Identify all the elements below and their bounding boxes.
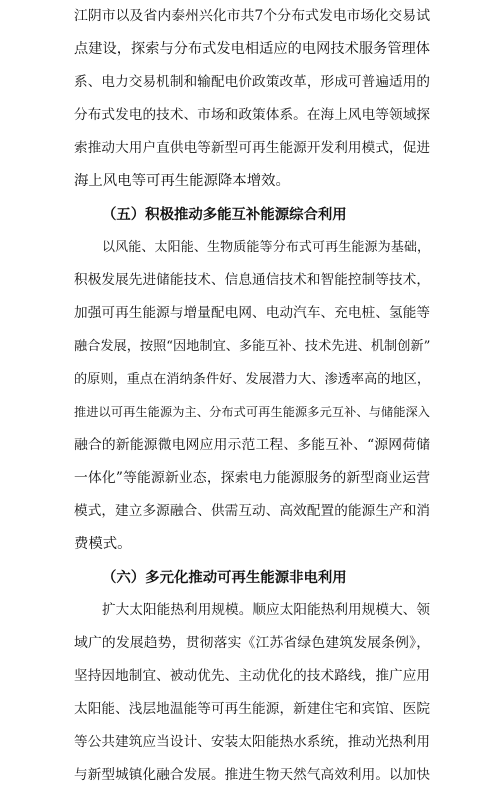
- text-line: 融合的新能源微电网应用示范工程、多能互补、“源网荷储: [74, 437, 430, 453]
- text-line: 扩大太阳能热利用规模。顺应太阳能热利用规模大、领: [102, 602, 430, 618]
- paragraph-multi-energy: [74, 231, 430, 561]
- text-line: 费模式。: [74, 536, 132, 552]
- text-line: 分布式发电的技术、市场和政策体系。在海上风电等领域探: [74, 107, 430, 123]
- text-line: 域广的发展趋势，贯彻落实《江苏省绿色建筑发展条例》，: [74, 635, 430, 651]
- text-line: 点建设，探索与分布式发电相适应的电网技术服务管理体: [74, 41, 430, 57]
- text-line: 加强可再生能源与增量配电网、电动汽车、充电桩、氢能等: [74, 305, 430, 321]
- text-line: 与新型城镇化融合发展。推进生物天然气高效利用。以加快: [74, 767, 430, 783]
- text-line: 以风能、太阳能、生物质能等分布式可再生能源为基础，: [102, 240, 430, 255]
- text-line: 积极发展先进储能技术、信息通信技术和智能控制等技术，: [74, 272, 430, 288]
- text-line: 融合发展，按照“因地制宜、多能互补、技术先进、机制创新”: [74, 339, 430, 354]
- text-line: 的原则，重点在消纳条件好、发展潜力大、渗透率高的地区，: [74, 372, 430, 387]
- text-line: 江阴市以及省内泰州兴化市共7个分布式发电市场化交易试: [74, 8, 430, 24]
- text-line: 一体化”等能源新业态，探索电力能源服务的新型商业运营: [74, 470, 430, 486]
- document-page: [74, 0, 430, 792]
- paragraph-non-electric: [74, 594, 430, 792]
- text-line: 太阳能、浅层地温能等可再生能源，新建住宅和宾馆、医院: [74, 701, 430, 717]
- text-line: 海上风电等可再生能源降本增效。: [74, 173, 290, 189]
- text-line: 等公共建筑应当设计、安装太阳能热水系统，推动光热利用: [74, 734, 430, 750]
- paragraph-distributed-generation: [74, 0, 430, 198]
- text-line: 索推动大用户直供电等新型可再生能源开发利用模式，促进: [74, 140, 430, 156]
- text-line: 坚持因地制宜、被动优先、主动优化的技术路线，推广应用: [74, 668, 430, 684]
- text-line: 推进以可再生能源为主、分布式可再生能源多元互补、与储能深入: [74, 405, 430, 419]
- text-line: 系、电力交易机制和输配电价政策改革，形成可普遍适用的: [74, 74, 430, 90]
- text-line: 模式，建立多源融合、供需互动、高效配置的能源生产和消: [74, 503, 430, 519]
- section-heading-5: （五）积极推动多能互补能源综合利用: [102, 206, 347, 223]
- section-heading-6: （六）多元化推动可再生能源非电利用: [102, 569, 347, 586]
